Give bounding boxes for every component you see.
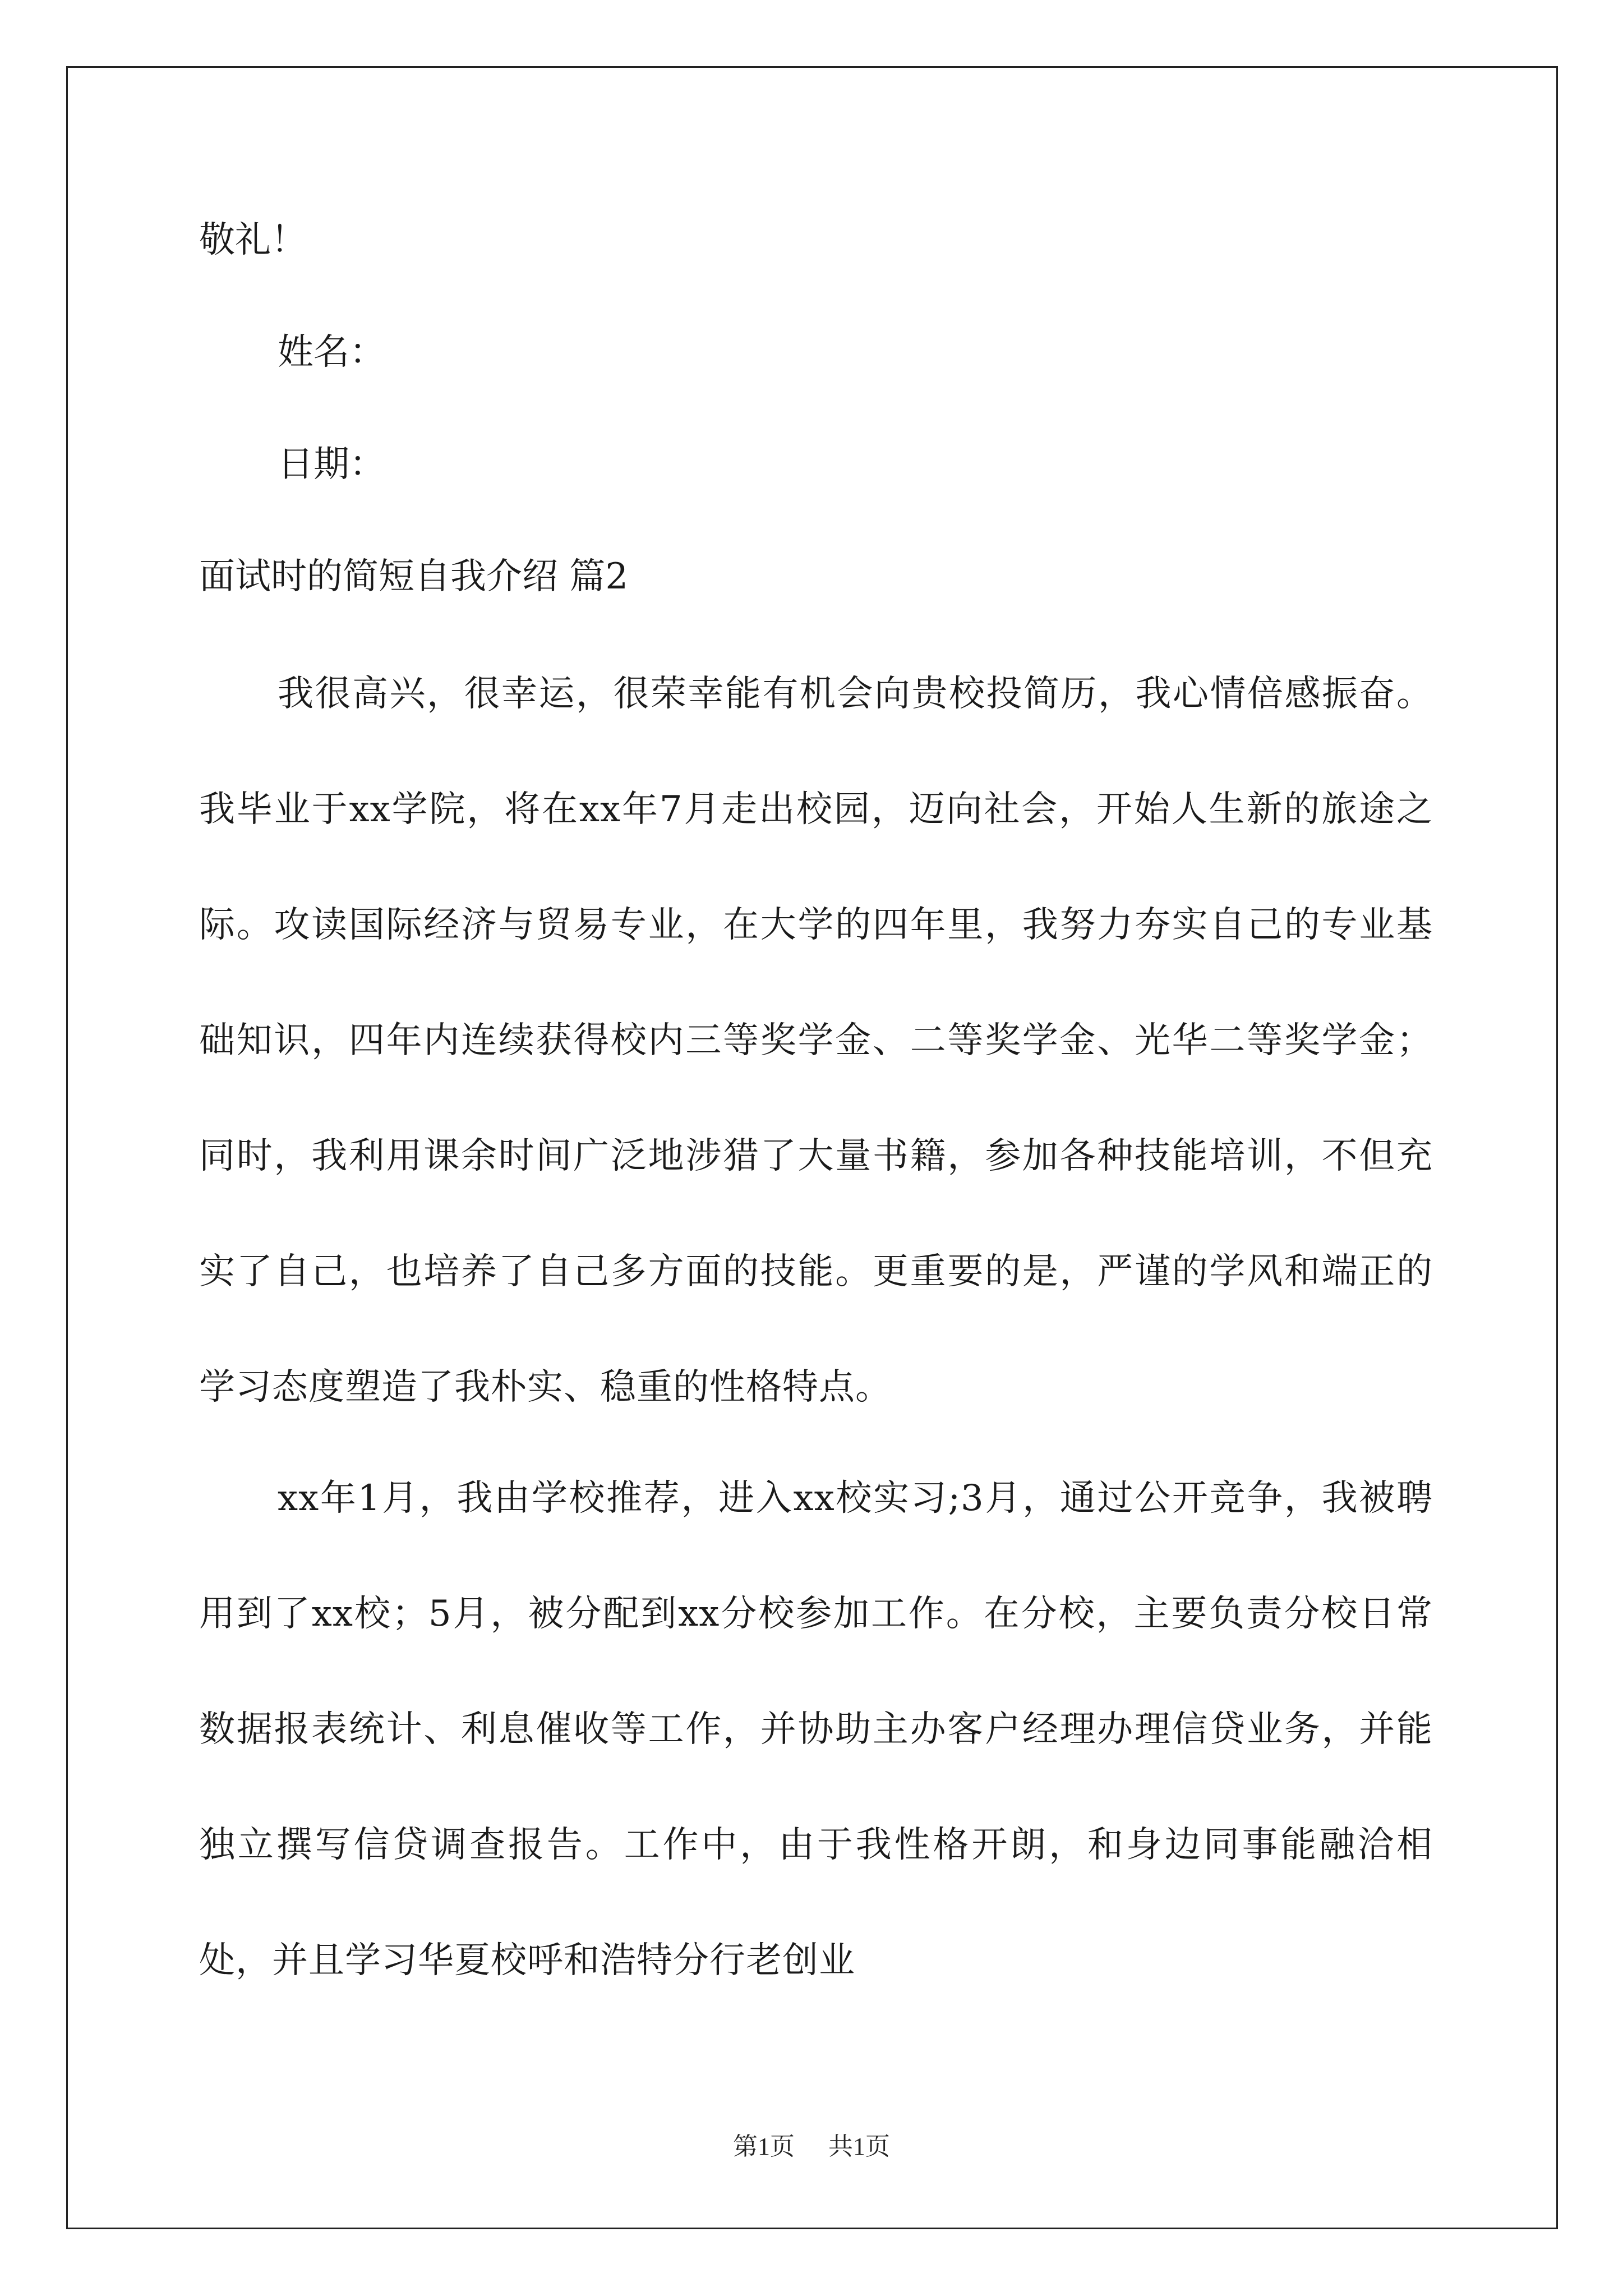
section-title: 面试时的简短自我介绍 篇2 xyxy=(199,556,629,597)
closing-salutation: 敬礼！ xyxy=(199,219,307,261)
date-label: 日期： xyxy=(278,444,385,485)
name-label: 姓名： xyxy=(278,332,385,373)
paragraph-2: xx年1月，我由学校推荐，进入xx校实习;3月，通过公开竞争，我被聘用到了xx校；5月，被分配到xx分校参加工作。在分校，主要负责分校日常数据报表统计、利息催收等工作，并协助主办客户经理办理信贷业务，并能独立撰写信贷调查报告。工作中，由于我性格开朗，和身边同事能融洽相处，并且学习华夏校呼和浩特分行老创业 xyxy=(199,1478,1433,1981)
document-body xyxy=(199,213,1433,2018)
page-footer xyxy=(0,2126,1623,2162)
page-number: 第1页 xyxy=(733,2133,795,2160)
paragraph-1: 我很高兴，很幸运，很荣幸能有机会向贵校投简历，我心情倍感振奋。我毕业于xx学院，将在xx年7月走出校园，迈向社会，开始人生新的旅途之际。攻读国际经济与贸易专业，在大学的四年里，我努力夯实自己的专业基础知识，四年内连续获得校内三等奖学金、二等奖学金、光华二等奖学金；同时，我利用课余时间广泛地涉猎了大量书籍，参加各种技能培训，不但充实了自己，也培养了自己多方面的技能。更重要的是，严谨的学风和端正的学习态度塑造了我朴实、稳重的性格特点。 xyxy=(199,673,1433,1408)
page-total: 共1页 xyxy=(828,2133,890,2160)
